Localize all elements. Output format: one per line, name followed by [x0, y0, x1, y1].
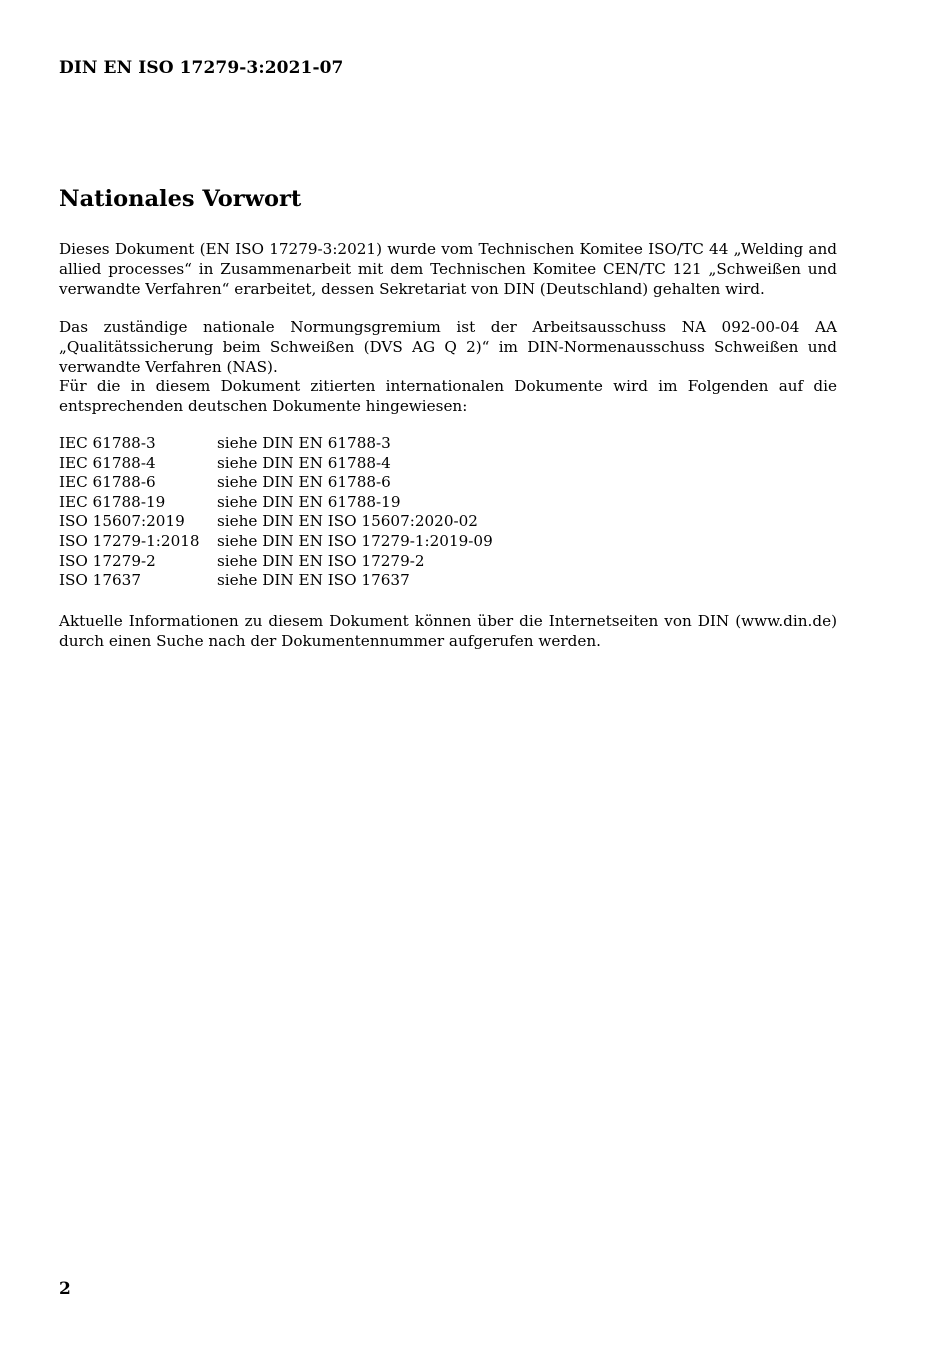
international-reference: ISO 15607:2019 — [59, 512, 185, 531]
international-reference: IEC 61788-19 — [59, 492, 166, 511]
reference-row — [59, 532, 493, 552]
reference-row — [59, 571, 493, 591]
reference-row — [59, 493, 493, 513]
international-reference: IEC 61788-6 — [59, 473, 156, 492]
german-reference: siehe DIN EN 61788-3 — [217, 434, 391, 452]
reference-row — [59, 434, 493, 454]
reference-row — [59, 473, 493, 493]
committee-paragraph: Das zuständige nationale Normungsgremium ist der Arbeitsausschuss NA 092-00-04 AA „Qualitätssicherung beim Schweißen (DVS AG Q 2)“ im DIN-Normenausschuss Schweißen und verwandte Verfahren (NAS). — [59, 318, 837, 376]
international-reference: ISO 17279-2 — [59, 551, 156, 570]
reference-list — [59, 434, 493, 591]
german-reference: siehe DIN EN 61788-19 — [217, 492, 401, 511]
international-reference: ISO 17279-1:2018 — [59, 531, 200, 550]
section-title: Nationales Vorwort — [59, 186, 302, 212]
international-reference: IEC 61788-3 — [59, 434, 156, 452]
german-reference: siehe DIN EN ISO 17279-2 — [217, 551, 425, 570]
reference-row — [59, 552, 493, 572]
german-reference: siehe DIN EN 61788-6 — [217, 473, 391, 492]
intro-paragraph: Dieses Dokument (EN ISO 17279-3:2021) wurde vom Technischen Komitee ISO/TC 44 „Welding and allied processes“ in Zusammenarbeit mit dem Technischen Komitee CEN/TC 121 „Schweißen und verwandte Verfahren“ erarbeitet, dessen Sekretariat von DIN (Deutschland) gehalten wird. — [59, 240, 837, 298]
document-header-id: DIN EN ISO 17279-3:2021-07 — [59, 58, 344, 78]
german-reference: siehe DIN EN ISO 17637 — [217, 571, 410, 590]
closing-paragraph: Aktuelle Informationen zu diesem Dokument können über die Internetseiten von DIN (www.din.de) durch einen Suche nach der Dokumentennummer aufgerufen werden. — [59, 612, 837, 650]
international-reference: ISO 17637 — [59, 571, 141, 590]
reference-row — [59, 454, 493, 474]
international-reference: IEC 61788-4 — [59, 453, 156, 472]
german-reference: siehe DIN EN ISO 15607:2020-02 — [217, 512, 478, 531]
reference-row — [59, 512, 493, 532]
page-number: 2 — [59, 1279, 71, 1299]
references-intro-paragraph: Für die in diesem Dokument zitierten internationalen Dokumente wird im Folgenden auf die entsprechenden deutschen Dokumente hingewiesen: — [59, 377, 837, 415]
german-reference: siehe DIN EN 61788-4 — [217, 453, 391, 472]
german-reference: siehe DIN EN ISO 17279-1:2019-09 — [217, 531, 493, 550]
